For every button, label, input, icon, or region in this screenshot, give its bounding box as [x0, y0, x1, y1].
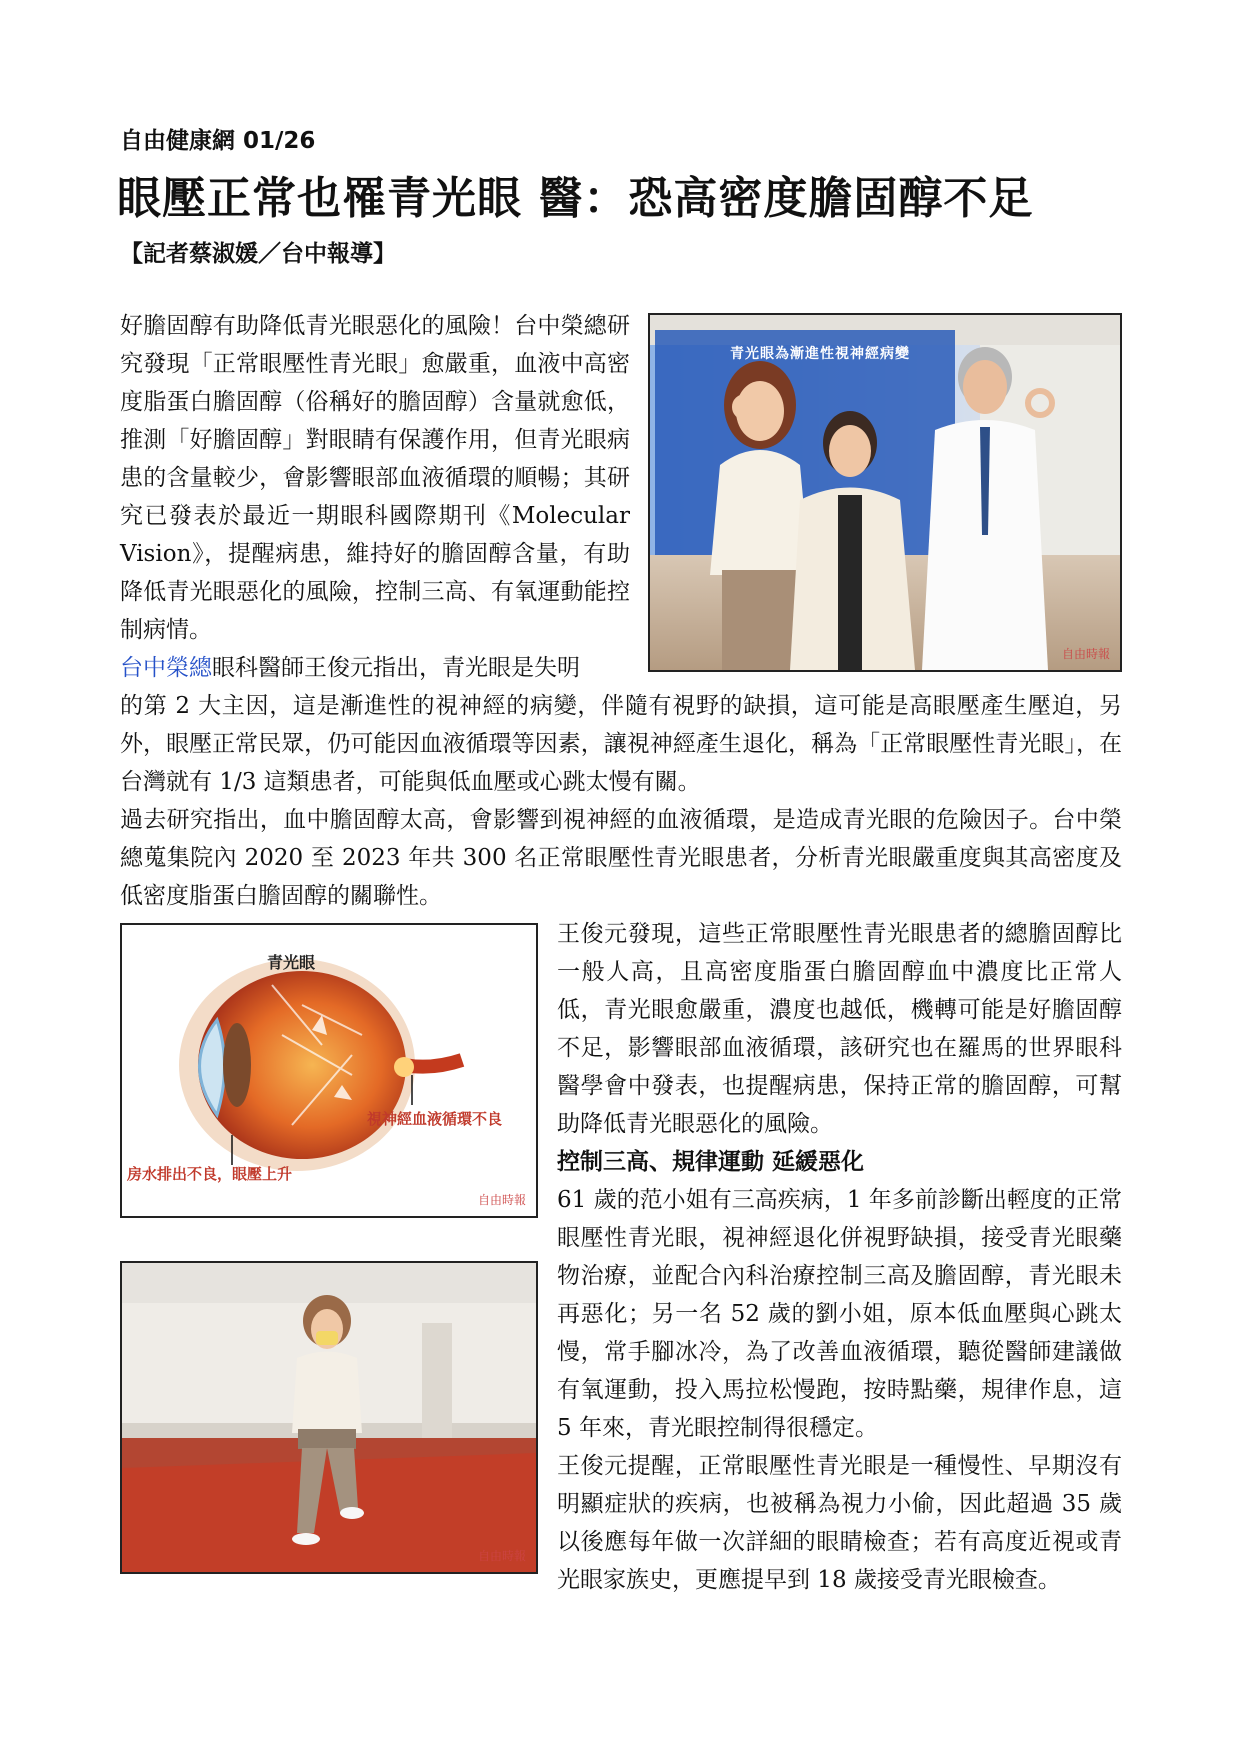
- article-title: 眼壓正常也罹青光眼 醫：恐高密度膽固醇不足: [117, 173, 1034, 224]
- paragraph-1: 好膽固醇有助降低青光眼惡化的風險！台中榮總研究發現「正常眼壓性青光眼」愈嚴重，血液中高密度脂蛋白膽固醇（俗稱好的膽固醇）含量就愈低，推測「好膽固醇」對眼睛有保護作用，但青光眼病患的含量較少，會影響眼部血液循環的順暢；其研究已發表於最近一期眼科國際期刊《Molecular Vision》，提醒病患，維持好的膽固醇含量，有助降低青光眼惡化的風險，控制三高、有氧運動能控制病情。: [120, 313, 630, 643]
- label-aqueous-outflow: 房水排出不良，眼壓上升: [127, 1165, 293, 1183]
- paragraph-6: 王俊元提醒，正常眼壓性青光眼是一種慢性、早期沒有明顯症狀的疾病，也被稱為視力小偷，因此超過 35 歲以後應每年做一次詳細的眼睛檢查；若有高度近視或青光眼家族史，更應提早到 18 歲接受青光眼檢查。: [557, 1453, 1122, 1593]
- photo-banner-text: 青光眼為漸進性視神經病變: [730, 346, 910, 362]
- watermark: 自由時報: [477, 1549, 526, 1563]
- byline: 【記者蔡淑媛／台中報導】: [120, 241, 396, 267]
- paragraph-4: 王俊元發現，這些正常眼壓性青光眼患者的總膽固醇比一般人高，且高密度脂蛋白膽固醇血中濃度比正常人低，青光眼愈嚴重，濃度也越低，機轉可能是好膽固醇不足，影響眼部血液循環，該研究也在羅馬的世界眼科醫學會中發表，也提醒病患，保持正常的膽固醇，可幫助降低青光眼惡化的風險。: [557, 921, 1122, 1137]
- photo-doctors-okay-gesture: [648, 313, 1122, 672]
- glaucoma-eye-diagram: [120, 923, 538, 1218]
- paragraph-2-top: 眼科醫師王俊元指出，青光眼是失明: [212, 655, 580, 681]
- paragraph-5: 61 歲的范小姐有三高疾病，1 年多前診斷出輕度的正常眼壓性青光眼，視神經退化併視野缺損，接受青光眼藥物治療，並配合內科治療控制三高及膽固醇，青光眼未再惡化；另一名 52 歲的劉小姐，原本低血壓與心跳太慢，常手腳冰冷，為了改善血液循環，聽從醫師建議做有氧運動，投入馬拉松慢跑，按時點藥，規律作息，這 5 年來，青光眼控制得很穩定。: [557, 1187, 1122, 1441]
- paragraph-3: 過去研究指出，血中膽固醇太高，會影響到視神經的血液循環，是造成青光眼的危險因子。台中榮總蒐集院內 2020 至 2023 年共 300 名正常眼壓性青光眼患者，分析青光眼嚴重度與其高密度及低密度脂蛋白膽固醇的關聯性。: [120, 807, 1122, 909]
- photo-doctors-image: [650, 315, 1120, 670]
- label-optic-nerve: 視神經血液循環不良: [367, 1110, 503, 1128]
- diagram-heading: 青光眼: [267, 953, 316, 972]
- paragraph-2: 的第 2 大主因，這是漸進性的視神經的病變，伴隨有視野的缺損，這可能是高眼壓產生壓迫，另外，眼壓正常民眾，仍可能因血液循環等因素，讓視神經產生退化，稱為「正常眼壓性青光眼」，在台灣就有 1/3 這類患者，可能與低血壓或心跳太慢有關。: [120, 693, 1122, 795]
- paragraph-2-start: [120, 649, 630, 687]
- watermark: 自由時報: [477, 1193, 526, 1207]
- section-subheading: 控制三高、規律運動 延緩惡化: [557, 1149, 865, 1175]
- source-date: 自由健康網 01/26: [120, 128, 316, 154]
- photo-jogging-image: [122, 1263, 536, 1572]
- watermark: 自由時報: [1061, 647, 1110, 661]
- link-taichung-vgh[interactable]: 台中榮總: [120, 655, 212, 681]
- photo-jogging-patient: [120, 1261, 538, 1574]
